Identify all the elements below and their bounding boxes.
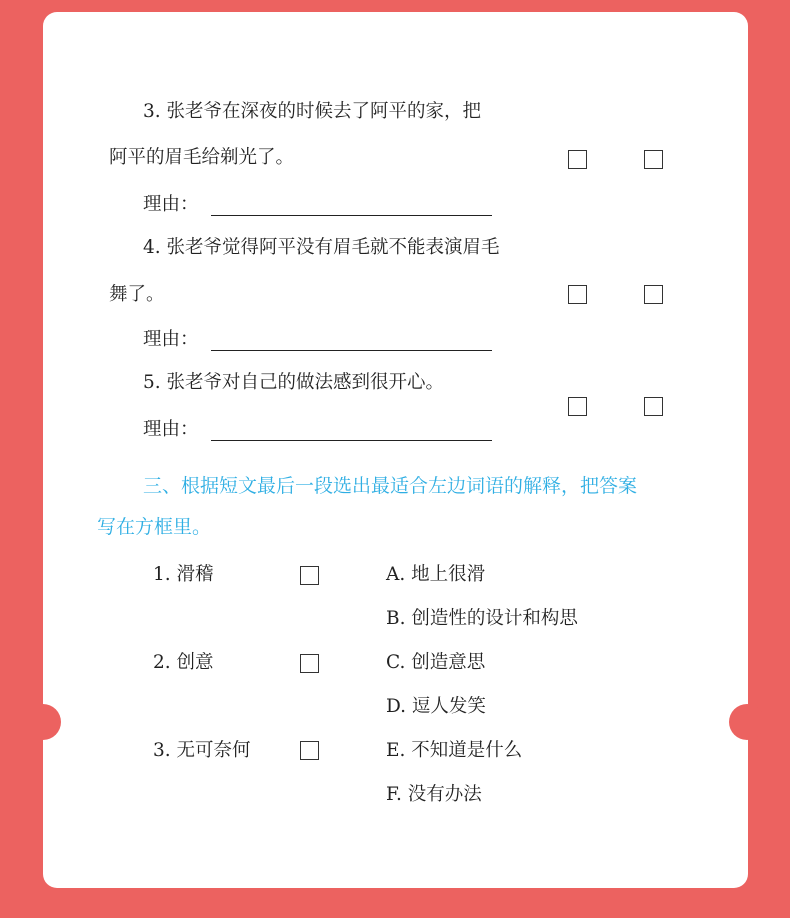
ticket-notch-right bbox=[729, 704, 765, 740]
question-3-true-checkbox[interactable] bbox=[568, 150, 587, 169]
match-answer-box-3[interactable] bbox=[300, 741, 319, 760]
match-option-c: C. 创造意思 bbox=[386, 652, 486, 673]
question-4-line1: 4. 张老爷觉得阿平没有眉毛就不能表演眉毛 bbox=[143, 237, 500, 258]
question-5-reason-label: 理由： bbox=[143, 419, 199, 440]
ticket-notch-left bbox=[25, 704, 61, 740]
question-4-line2: 舞了。 bbox=[109, 284, 165, 305]
match-answer-box-2[interactable] bbox=[300, 654, 319, 673]
match-word-1: 1. 滑稽 bbox=[153, 564, 214, 585]
question-5-true-checkbox[interactable] bbox=[568, 397, 587, 416]
question-4-reason-label: 理由： bbox=[143, 329, 199, 350]
match-option-e: E. 不知道是什么 bbox=[386, 740, 523, 761]
question-3-reason-label: 理由： bbox=[143, 194, 199, 215]
match-option-f: F. 没有办法 bbox=[386, 784, 482, 805]
match-answer-box-1[interactable] bbox=[300, 566, 319, 585]
match-word-2: 2. 创意 bbox=[153, 652, 214, 673]
question-5-reason-blank[interactable] bbox=[211, 440, 492, 441]
section-3-title-line1: 三、根据短文最后一段选出最适合左边词语的解释，把答案 bbox=[143, 475, 638, 497]
question-3-line2: 阿平的眉毛给剃光了。 bbox=[109, 147, 295, 168]
question-5-line1: 5. 张老爷对自己的做法感到很开心。 bbox=[143, 372, 445, 393]
match-word-3: 3. 无可奈何 bbox=[153, 740, 251, 761]
match-option-d: D. 逗人发笑 bbox=[386, 696, 486, 717]
question-3-false-checkbox[interactable] bbox=[644, 150, 663, 169]
question-3-line1: 3. 张老爷在深夜的时候去了阿平的家，把 bbox=[143, 101, 482, 122]
question-3-reason-blank[interactable] bbox=[211, 215, 492, 216]
match-option-a: A. 地上很滑 bbox=[386, 564, 486, 585]
question-4-true-checkbox[interactable] bbox=[568, 285, 587, 304]
match-option-b: B. 创造性的设计和构思 bbox=[386, 608, 578, 629]
question-5-false-checkbox[interactable] bbox=[644, 397, 663, 416]
question-4-false-checkbox[interactable] bbox=[644, 285, 663, 304]
question-4-reason-blank[interactable] bbox=[211, 350, 492, 351]
section-3-title-line2: 写在方框里。 bbox=[97, 516, 212, 538]
